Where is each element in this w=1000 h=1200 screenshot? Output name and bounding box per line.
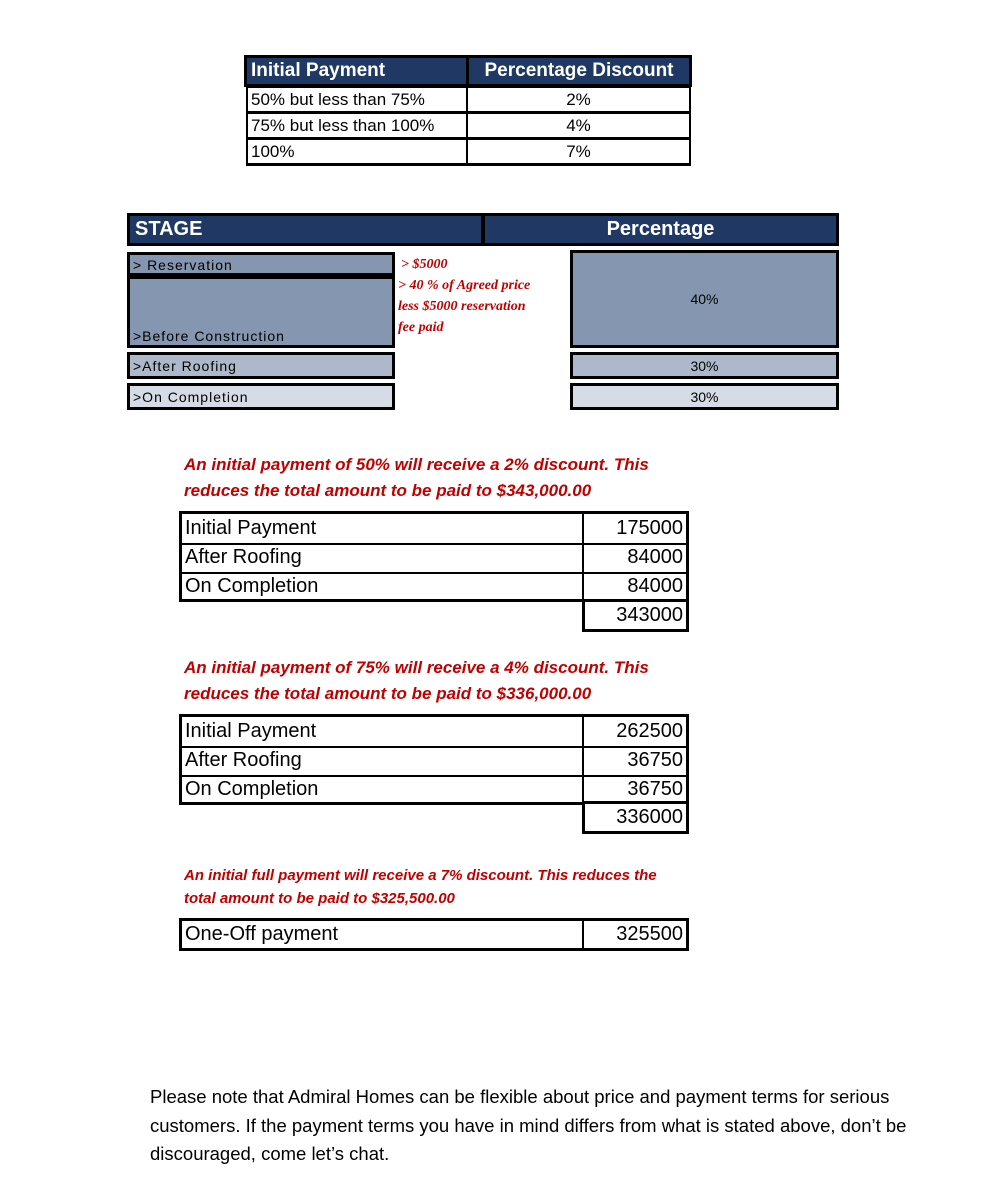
footer-line-2: customers. If the payment terms you have in mind differs from what is stated above, don’t be — [150, 1114, 907, 1136]
table-row — [182, 543, 686, 574]
table-row — [182, 775, 686, 804]
option-50-caption-line-1: An initial payment of 50% will receive a 2% discount. This — [184, 455, 649, 474]
option-50-caption — [184, 452, 744, 504]
option-75-table — [179, 714, 689, 805]
stage-note — [398, 254, 570, 338]
table-row — [182, 572, 686, 601]
discount-header-initial-payment: Initial Payment — [244, 55, 469, 87]
row-value: 36750 — [582, 775, 686, 804]
table-row — [182, 921, 686, 948]
row-label: Initial Payment — [185, 517, 317, 539]
stage-reservation — [127, 252, 395, 276]
percentage-before-construction: 40% — [570, 250, 839, 348]
discount-row-3-value: 7% — [466, 138, 691, 166]
stage-reservation-label: > Reservation — [133, 257, 233, 273]
option-full-caption — [184, 864, 744, 910]
stage-header: STAGE — [127, 213, 484, 246]
stage-note-line-1: > $5000 — [401, 257, 448, 272]
option-full-caption-line-2: total amount to be paid to $325,500.00 — [184, 890, 455, 907]
stage-note-line-2: > 40 % of Agreed price — [398, 278, 531, 293]
option-50-table — [179, 511, 689, 602]
footer-note — [150, 1083, 990, 1169]
stage-after-roofing — [127, 352, 395, 379]
discount-row-2-value: 4% — [466, 112, 691, 139]
row-value: 325500 — [582, 921, 686, 948]
stage-after-roofing-label: >After Roofing — [133, 358, 237, 374]
discount-row-2-payment: 75% but less than 100% — [246, 112, 468, 139]
footer-line-1: Please note that Admiral Homes can be flexible about price and payment terms for serious — [150, 1086, 890, 1107]
footer-line-3: discouraged, come let’s chat. — [150, 1143, 390, 1164]
discount-row-1-value: 2% — [466, 86, 691, 113]
stage-before-construction-label: >Before Construction — [133, 328, 285, 344]
discount-row-3-payment: 100% — [246, 138, 468, 166]
option-75-total: 336000 — [582, 801, 689, 834]
discount-row-1-payment: 50% but less than 75% — [246, 86, 468, 113]
row-label: On Completion — [185, 778, 319, 800]
stage-note-line-4: fee paid — [398, 320, 444, 335]
percentage-on-completion: 30% — [570, 383, 839, 410]
table-row — [182, 717, 686, 748]
row-value: 262500 — [582, 717, 686, 746]
option-75-caption — [184, 655, 744, 707]
row-label: On Completion — [185, 575, 319, 597]
option-75-caption-line-2: reduces the total amount to be paid to $336,000.00 — [184, 684, 592, 703]
row-value: 36750 — [582, 746, 686, 775]
stage-before-construction — [127, 276, 395, 348]
row-value: 84000 — [582, 572, 686, 601]
discount-header-percentage: Percentage Discount — [466, 55, 692, 87]
stage-on-completion — [127, 383, 395, 410]
table-row — [182, 514, 686, 545]
option-full-caption-line-1: An initial full payment will receive a 7% discount. This reduces the — [184, 867, 657, 884]
row-value: 175000 — [582, 514, 686, 543]
percentage-after-roofing: 30% — [570, 352, 839, 379]
row-value: 84000 — [582, 543, 686, 572]
option-50-total: 343000 — [582, 599, 689, 632]
option-75-caption-line-1: An initial payment of 75% will receive a 4% discount. This — [184, 658, 649, 677]
option-full-table — [179, 918, 689, 951]
row-label: After Roofing — [185, 546, 302, 568]
stage-on-completion-label: >On Completion — [133, 389, 249, 405]
row-label: One-Off payment — [185, 923, 339, 945]
stage-note-line-3: less $5000 reservation — [398, 299, 526, 314]
row-label: Initial Payment — [185, 720, 317, 742]
table-row — [182, 746, 686, 777]
option-50-caption-line-2: reduces the total amount to be paid to $343,000.00 — [184, 481, 592, 500]
percentage-header: Percentage — [482, 213, 839, 246]
row-label: After Roofing — [185, 749, 302, 771]
